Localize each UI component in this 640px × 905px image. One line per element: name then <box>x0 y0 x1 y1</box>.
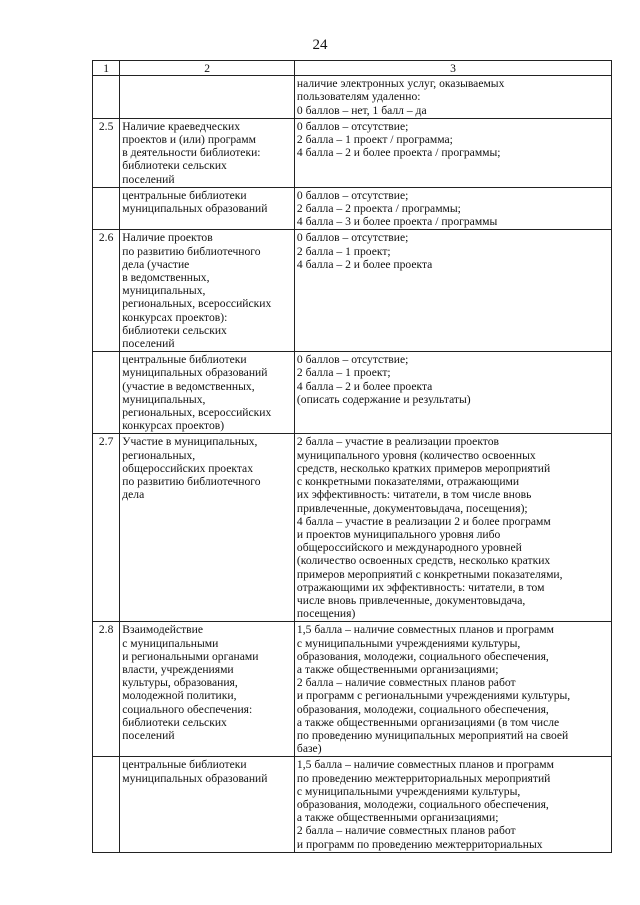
table-row <box>93 757 612 852</box>
points-line: образования, молодежи, социального обеспечения, <box>296 649 549 663</box>
points-line: образования, молодежи, социального обеспечения, <box>296 797 549 811</box>
criterion-line: в ведомственных, <box>122 271 210 285</box>
points-line: 2 балла – 1 проект; <box>296 366 391 380</box>
points-line: 4 балла – участие в реализации 2 и более программ <box>296 514 551 528</box>
points-cell <box>294 76 611 119</box>
points-line: а также общественными организациями (в том числе <box>296 715 560 729</box>
points-line: числе вновь привлеченные, документовыдача, <box>296 593 526 607</box>
table-row <box>93 230 612 352</box>
criterion-cell <box>120 76 295 119</box>
criterion-line: социального обеспечения: <box>122 702 253 716</box>
criterion-line: региональных, всероссийских <box>122 297 272 311</box>
points-line: 4 балла – 2 и более проекта <box>296 257 433 271</box>
criterion-line: поселений <box>122 728 175 742</box>
points-line: с конкретными показателями, отражающими <box>296 475 520 489</box>
points-line: 0 баллов – отсутствие; <box>296 353 409 367</box>
points-line: 2 балла – 1 проект; <box>296 244 391 258</box>
table-row <box>93 434 612 622</box>
points-line: привлеченные, документовыдача, посещения); <box>296 501 528 515</box>
row-number <box>93 76 120 119</box>
points-line: и программ с региональными учреждениями культуры, <box>296 689 571 703</box>
criterion-line: молодежной политики, <box>122 689 237 703</box>
criterion-line: центральные библиотеки <box>122 758 247 772</box>
points-line: 1,5 балла – наличие совместных планов и программ <box>296 623 554 637</box>
criterion-line: поселений <box>122 337 175 351</box>
criterion-line: региональных, <box>122 448 196 462</box>
points-line: 2 балла – 1 проект / программа; <box>296 133 453 147</box>
points-line: примеров мероприятий с конкретными показателями, <box>296 567 563 581</box>
criterion-line: конкурсах проектов): <box>122 310 228 324</box>
row-number: 2.7 <box>93 434 120 622</box>
points-line: (количество освоенных средств, несколько кратких <box>296 554 551 568</box>
points-line: наличие электронных услуг, оказываемых <box>296 77 505 91</box>
criterion-line: региональных, всероссийских <box>122 406 272 420</box>
criterion-line: муниципальных образований <box>122 366 268 380</box>
criterion-line: Наличие краеведческих <box>122 119 241 133</box>
criterion-line: центральные библиотеки <box>122 353 247 367</box>
points-cell <box>294 757 611 852</box>
points-cell <box>294 352 611 434</box>
criterion-line: общероссийских проектах <box>122 461 253 475</box>
criterion-line: поселений <box>122 172 175 186</box>
points-line: по проведению муниципальных мероприятий на своей <box>296 728 569 742</box>
points-line: 2 балла – участие в реализации проектов <box>296 435 499 449</box>
points-line: (описать содержание и результаты) <box>296 392 471 406</box>
points-cell <box>294 118 611 187</box>
points-line: 0 баллов – нет, 1 балл – да <box>296 103 427 117</box>
points-line: и проектов муниципального уровня либо <box>296 527 501 541</box>
points-line: посещения) <box>296 607 356 621</box>
points-line: по проведению межтерриториальных мероприятий <box>296 771 551 785</box>
table-body <box>93 76 612 853</box>
criterion-cell <box>120 622 295 757</box>
points-line: 4 балла – 3 и более проекта / программы <box>296 215 498 229</box>
points-line: 1,5 балла – наличие совместных планов и программ <box>296 758 554 772</box>
criterion-line: дела <box>122 488 145 502</box>
criterion-line: в деятельности библиотеки: <box>122 146 261 160</box>
criterion-line: муниципальных, <box>122 284 206 298</box>
criterion-line: библиотеки сельских <box>122 715 227 729</box>
points-line: отражающими их эффективность: читатели, в том <box>296 580 545 594</box>
criteria-table <box>92 60 612 853</box>
criterion-line: культуры, образования, <box>122 676 238 690</box>
row-number <box>93 757 120 852</box>
points-cell <box>294 230 611 352</box>
points-line: 0 баллов – отсутствие; <box>296 119 409 133</box>
points-line: пользователям удаленно: <box>296 90 421 104</box>
points-cell <box>294 187 611 230</box>
points-line: и программ по проведению межтерриториальных <box>296 837 543 851</box>
row-number <box>93 352 120 434</box>
row-number <box>93 187 120 230</box>
points-line: с муниципальными учреждениями культуры, <box>296 784 521 798</box>
criterion-line: библиотеки сельских <box>122 323 227 337</box>
points-line: 4 балла – 2 и более проекта <box>296 379 433 393</box>
points-cell <box>294 622 611 757</box>
criterion-cell <box>120 434 295 622</box>
criterion-line: Наличие проектов <box>122 231 213 245</box>
table-row <box>93 76 612 119</box>
header-row <box>93 61 612 76</box>
table-row <box>93 118 612 187</box>
criterion-line: (участие в ведомственных, <box>122 379 255 393</box>
points-line: средств, несколько кратких примеров мероприятий <box>296 461 551 475</box>
row-number: 2.5 <box>93 118 120 187</box>
criterion-line: библиотеки сельских <box>122 159 227 173</box>
criterion-line: муниципальных образований <box>122 202 268 216</box>
criterion-line: по развитию библиотечного <box>122 244 261 258</box>
criterion-line: Участие в муниципальных, <box>122 435 258 449</box>
points-line: 0 баллов – отсутствие; <box>296 188 409 202</box>
criterion-cell <box>120 757 295 852</box>
page-number: 24 <box>312 37 328 53</box>
row-number: 2.8 <box>93 622 120 757</box>
points-line: а также общественными организациями; <box>296 811 499 825</box>
row-number: 2.6 <box>93 230 120 352</box>
points-line: их эффективность: читатели, в том числе вновь <box>296 488 532 502</box>
points-line: с муниципальными учреждениями культуры, <box>296 636 521 650</box>
header-col-2: 2 <box>120 61 295 76</box>
criterion-line: Взаимодействие <box>122 623 203 637</box>
points-line: а также общественными организациями; <box>296 662 499 676</box>
points-line: общероссийского и международного уровней <box>296 541 522 555</box>
criterion-line: конкурсах проектов) <box>122 419 225 433</box>
points-line: образования, молодежи, социального обеспечения, <box>296 702 549 716</box>
table-row <box>93 622 612 757</box>
points-line: 0 баллов – отсутствие; <box>296 231 409 245</box>
points-line: 2 балла – наличие совместных планов работ <box>296 824 516 838</box>
points-line: 2 балла – 2 проекта / программы; <box>296 202 461 216</box>
criterion-line: центральные библиотеки <box>122 188 247 202</box>
header-col-3: 3 <box>294 61 611 76</box>
points-line: 2 балла – наличие совместных планов работ <box>296 676 516 690</box>
criterion-line: муниципальных образований <box>122 771 268 785</box>
criterion-line: с муниципальными <box>122 636 219 650</box>
criterion-cell <box>120 187 295 230</box>
points-line: базе) <box>296 742 322 756</box>
criterion-line: и региональными органами <box>122 649 259 663</box>
table-row <box>93 187 612 230</box>
criterion-cell <box>120 118 295 187</box>
criterion-cell <box>120 230 295 352</box>
criterion-line: муниципальных, <box>122 392 206 406</box>
criterion-cell <box>120 352 295 434</box>
criterion-line: по развитию библиотечного <box>122 475 261 489</box>
points-cell <box>294 434 611 622</box>
header-col-1: 1 <box>93 61 120 76</box>
criterion-line: проектов и (или) программ <box>122 133 256 147</box>
points-line: муниципального уровня (количество освоенных <box>296 448 536 462</box>
points-line: 4 балла – 2 и более проекта / программы; <box>296 146 501 160</box>
criterion-line: власти, учреждениями <box>122 662 234 676</box>
criterion-line: дела (участие <box>122 257 190 271</box>
table-row <box>93 352 612 434</box>
